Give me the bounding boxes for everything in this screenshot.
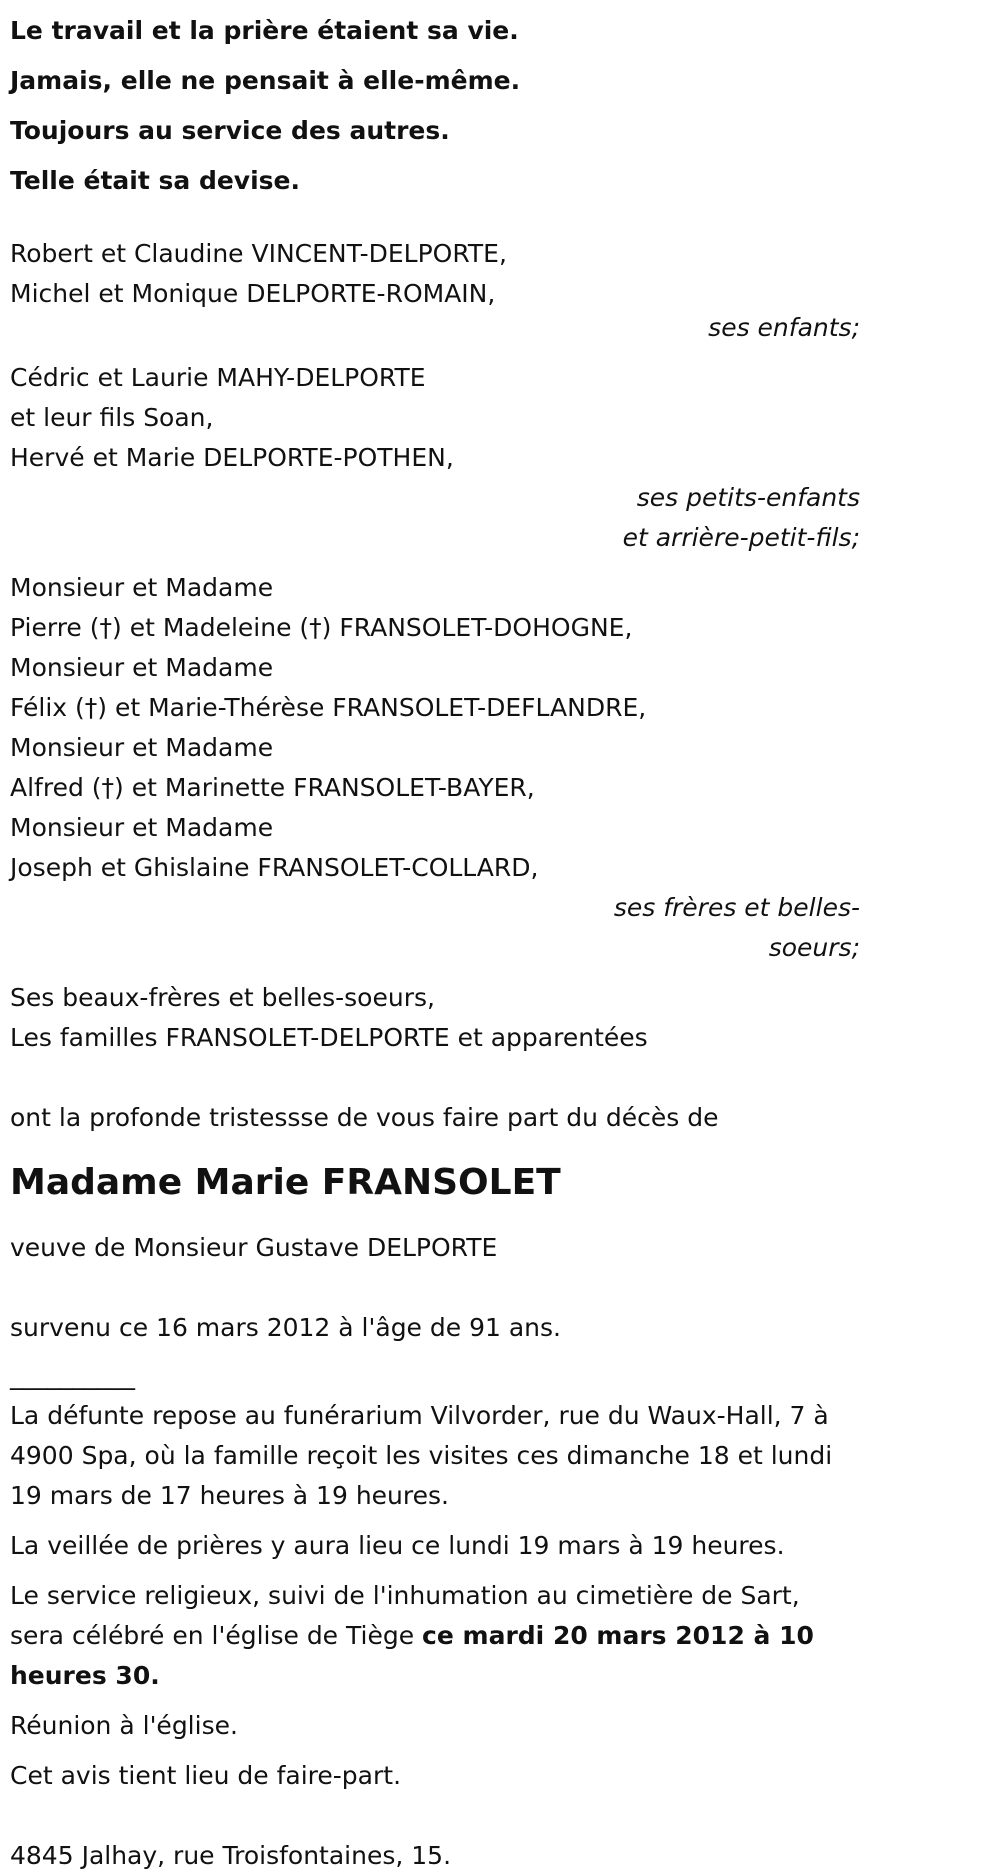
family-line: Monsieur et Madame bbox=[10, 813, 274, 842]
meeting-info: Réunion à l'église. bbox=[10, 1711, 238, 1740]
service-text: Le service religieux, suivi de l'inhumation au cimetière de Sart, sera célébré en l'église de Tiège bbox=[10, 1581, 800, 1650]
relation-label bbox=[10, 478, 860, 558]
relation-line: ses petits-enfants bbox=[636, 483, 860, 512]
family-line: Cédric et Laurie MAHY-DELPORTE bbox=[10, 363, 426, 392]
poem bbox=[10, 6, 870, 206]
rest-info: La défunte repose au funérarium Vilvorder, rue du Waux-Hall, 7 à 4900 Spa, où la famille reçoit les visites ces dimanche 18 et lundi 19 mars de 17 heures à 19 heures. bbox=[10, 1401, 833, 1510]
family-line: Les familles FRANSOLET-DELPORTE et apparentées bbox=[10, 1023, 648, 1052]
obituary-notice bbox=[0, 6, 870, 1876]
family-line: Ses beaux-frères et belles-soeurs, bbox=[10, 983, 435, 1012]
family-line: Robert et Claudine VINCENT-DELPORTE, bbox=[10, 239, 507, 268]
family-line: Alfred (†) et Marinette FRANSOLET-BAYER, bbox=[10, 773, 535, 802]
poem-line: Jamais, elle ne pensait à elle-même. bbox=[10, 66, 521, 95]
vigil-info: La veillée de prières y aura lieu ce lundi 19 mars à 19 heures. bbox=[10, 1531, 785, 1560]
others-block bbox=[10, 978, 870, 1058]
poem-line: Le travail et la prière étaient sa vie. bbox=[10, 16, 519, 45]
family-line: Pierre (†) et Madeleine (†) FRANSOLET-DOHOGNE, bbox=[10, 613, 633, 642]
relation-line: soeurs; bbox=[768, 933, 860, 962]
family-line: et leur fils Soan, bbox=[10, 403, 214, 432]
poem-line: Telle était sa devise. bbox=[10, 166, 300, 195]
relation-label: ses enfants; bbox=[708, 313, 860, 342]
deceased-name: Madame Marie FRANSOLET bbox=[10, 1162, 561, 1203]
family-line: Hervé et Marie DELPORTE-POTHEN, bbox=[10, 443, 454, 472]
family-line: Joseph et Ghislaine FRANSOLET-COLLARD, bbox=[10, 853, 539, 882]
grandchildren-block bbox=[10, 358, 870, 558]
widow-of: veuve de Monsieur Gustave DELPORTE bbox=[10, 1233, 498, 1262]
notice-text: Cet avis tient lieu de faire-part. bbox=[10, 1761, 402, 1790]
relation-line: et arrière-petit-fils; bbox=[622, 523, 860, 552]
family-line: Félix (†) et Marie-Thérèse FRANSOLET-DEFLANDRE, bbox=[10, 693, 647, 722]
announcement: ont la profonde tristessse de vous faire part du décès de bbox=[10, 1103, 719, 1132]
service-info bbox=[10, 1576, 860, 1696]
separator: __________ bbox=[10, 1361, 135, 1390]
family-line: Monsieur et Madame bbox=[10, 733, 274, 762]
poem-line: Toujours au service des autres. bbox=[10, 116, 450, 145]
family-line: Michel et Monique DELPORTE-ROMAIN, bbox=[10, 279, 496, 308]
children-block bbox=[10, 234, 870, 348]
family-line: Monsieur et Madame bbox=[10, 573, 274, 602]
family-line: Monsieur et Madame bbox=[10, 653, 274, 682]
relation-label bbox=[10, 888, 860, 968]
death-info: survenu ce 16 mars 2012 à l'âge de 91 ans. bbox=[10, 1313, 561, 1342]
relation-line: ses frères et belles- bbox=[613, 893, 860, 922]
address: 4845 Jalhay, rue Troisfontaines, 15. bbox=[10, 1841, 452, 1870]
service-date: ce mardi 20 mars 2012 à 10 heures 30. bbox=[10, 1621, 814, 1690]
siblings-block bbox=[10, 568, 870, 968]
